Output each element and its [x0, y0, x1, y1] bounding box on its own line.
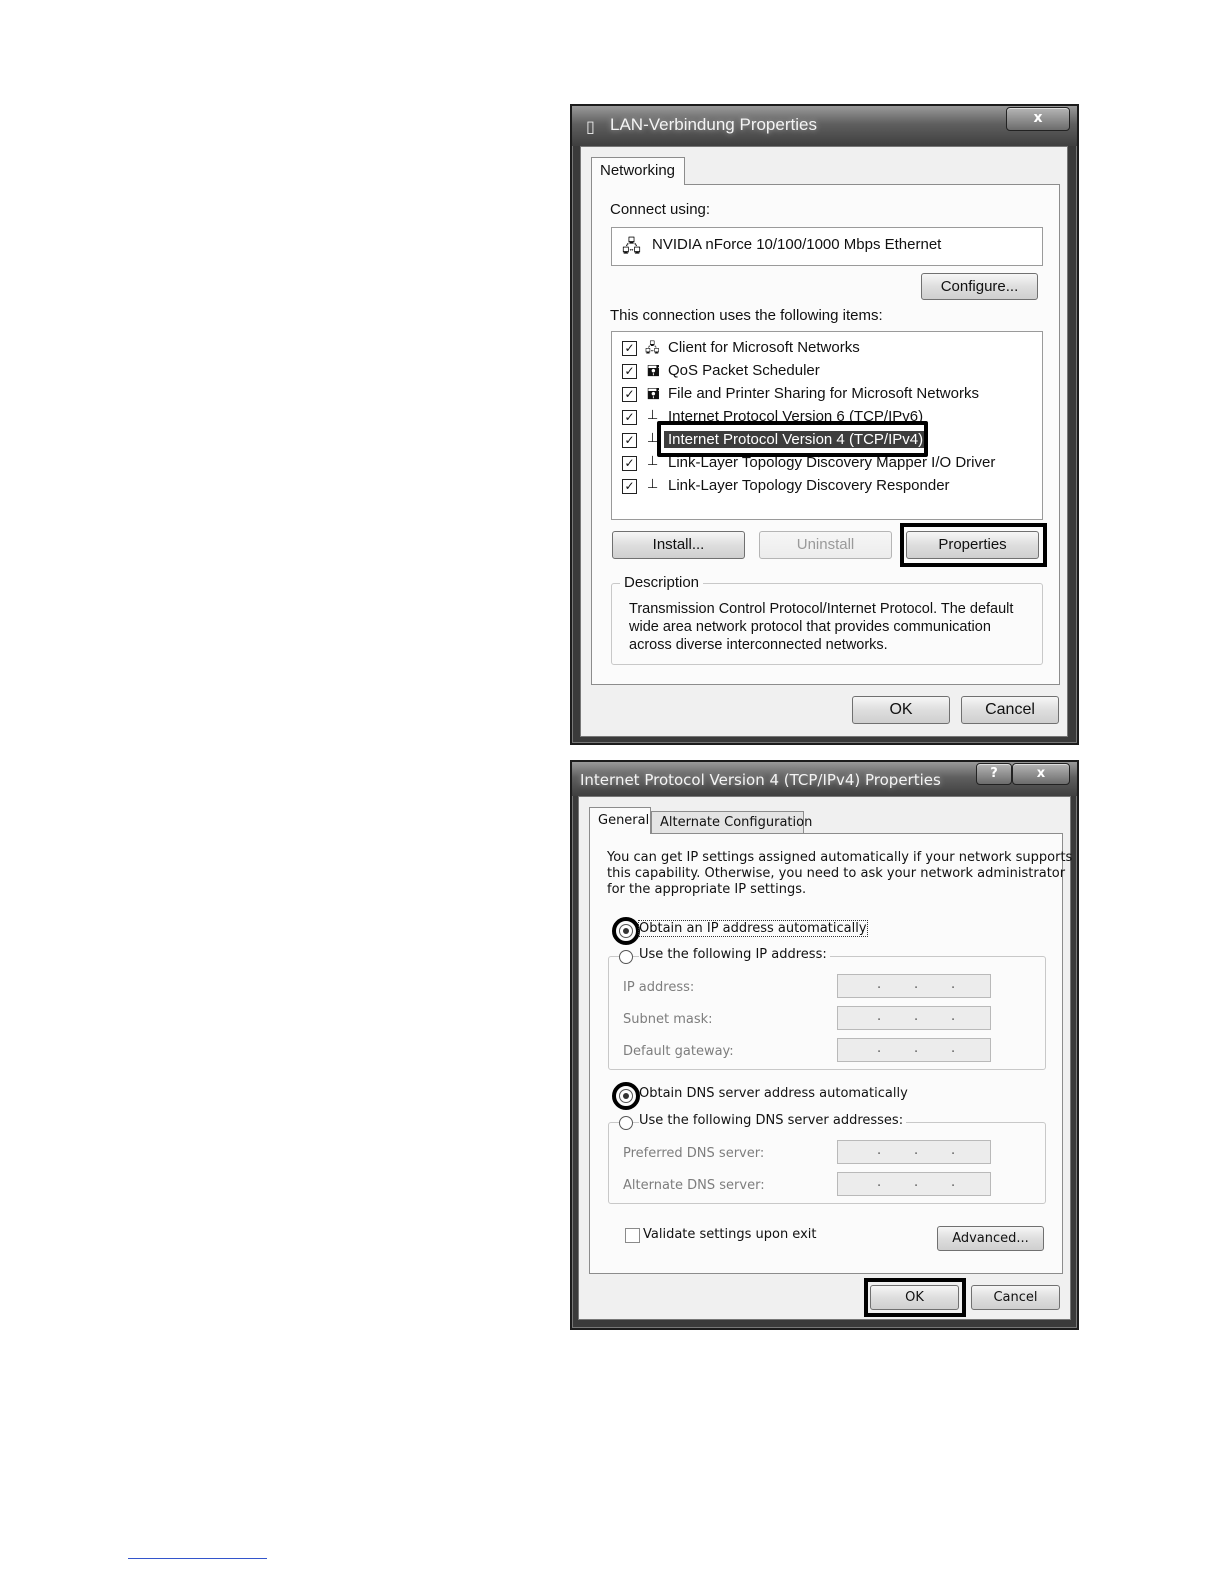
- items-label: This connection uses the following items:: [610, 307, 883, 324]
- description-group: [611, 574, 1043, 665]
- close-icon: x: [1033, 110, 1043, 126]
- obtain-ip-auto-label[interactable]: Obtain an IP address automatically: [639, 921, 867, 936]
- default-gateway-label: Default gateway:: [623, 1044, 734, 1059]
- ip-dot: .: [914, 1175, 919, 1190]
- ip-address-field: [837, 974, 991, 998]
- list-item[interactable]: [612, 384, 1042, 405]
- help-icon: ?: [990, 766, 998, 781]
- ipv4-highlight-frame: [657, 421, 928, 457]
- list-item[interactable]: [612, 361, 1042, 382]
- network-client-icon: 🖧: [645, 341, 660, 356]
- computer-icon: 🖬: [647, 362, 660, 380]
- ip-dot: .: [914, 1009, 919, 1024]
- intro-line: for the appropriate IP settings.: [607, 882, 807, 897]
- ipv4-properties-window: [570, 760, 1079, 1330]
- checkbox[interactable]: ✓: [622, 387, 637, 402]
- obtain-dns-auto-label[interactable]: Obtain DNS server address automatically: [639, 1086, 908, 1101]
- list-item-label: Internet Protocol Version 4 (TCP/IPv4): [664, 431, 927, 448]
- connect-using-label: Connect using:: [610, 201, 711, 218]
- tab-general[interactable]: General: [589, 807, 651, 834]
- ip-address-label: IP address:: [623, 980, 695, 995]
- checkbox[interactable]: ✓: [622, 410, 637, 425]
- alternate-dns-label: Alternate DNS server:: [623, 1178, 765, 1193]
- install-button[interactable]: [612, 531, 745, 559]
- advanced-button-label: Advanced...: [952, 1231, 1029, 1246]
- general-panel: [589, 833, 1073, 1274]
- uninstall-button[interactable]: [759, 531, 892, 559]
- list-item-label: File and Printer Sharing for Microsoft Networks: [668, 385, 979, 402]
- intro-line: this capability. Otherwise, you need to ask your network administrator: [607, 866, 1066, 881]
- dns-radio-highlight: [612, 1082, 640, 1110]
- lan-properties-window: [570, 104, 1079, 745]
- protocol-icon: ⊥: [647, 454, 659, 469]
- close-icon: x: [1036, 766, 1046, 781]
- ip-dot: .: [914, 1041, 919, 1056]
- ip-dot: .: [951, 977, 956, 992]
- validate-label[interactable]: Validate settings upon exit: [643, 1227, 817, 1242]
- properties-highlight-frame: [900, 523, 1047, 567]
- properties-button-label: Properties: [938, 536, 1007, 553]
- uninstall-button-label: Uninstall: [796, 536, 855, 553]
- ip-dot: .: [877, 1009, 882, 1024]
- adapter-name: NVIDIA nForce 10/100/1000 Mbps Ethernet: [652, 236, 942, 253]
- list-item-label: Link-Layer Topology Discovery Mapper I/O Driver: [668, 454, 996, 471]
- use-following-dns-label[interactable]: Use the following DNS server addresses:: [639, 1113, 906, 1128]
- ok-highlight-frame: [864, 1278, 966, 1317]
- network-adapter-icon: 🖧: [622, 237, 641, 257]
- window-title: LAN-Verbindung Properties: [610, 115, 817, 134]
- configure-button[interactable]: [921, 273, 1038, 300]
- advanced-button[interactable]: [937, 1226, 1044, 1251]
- list-item[interactable]: [612, 476, 1042, 497]
- dialog-client-area: [578, 796, 1071, 1320]
- install-button-label: Install...: [652, 536, 705, 553]
- adapter-field: [611, 227, 1043, 266]
- ip-dot: .: [877, 977, 882, 992]
- protocol-icon: ⊥: [647, 431, 659, 446]
- description-line: across diverse interconnected networks.: [629, 637, 888, 653]
- description-line: wide area network protocol that provides communication: [629, 619, 991, 635]
- cancel-button-label: Cancel: [985, 701, 1035, 718]
- networking-panel: [591, 184, 1060, 685]
- close-button[interactable]: [1006, 107, 1070, 131]
- ip-dot: .: [914, 1143, 919, 1158]
- close-button[interactable]: [1012, 763, 1070, 785]
- protocol-icon: ⊥: [647, 408, 659, 423]
- list-item-label: Client for Microsoft Networks: [668, 339, 860, 356]
- use-following-dns-radio[interactable]: [619, 1116, 633, 1130]
- computer-icon: 🖬: [647, 385, 660, 403]
- help-button[interactable]: [976, 763, 1012, 785]
- protocol-icon: ⊥: [647, 477, 659, 492]
- alternate-dns-field: [837, 1172, 991, 1196]
- tab-alternate-configuration[interactable]: Alternate Configuration: [651, 811, 804, 834]
- ip-dot: .: [877, 1041, 882, 1056]
- tab-networking[interactable]: Networking: [591, 157, 685, 185]
- subnet-mask-field: [837, 1006, 991, 1030]
- checkbox[interactable]: ✓: [622, 433, 637, 448]
- list-item-label: Link-Layer Topology Discovery Responder: [668, 477, 950, 494]
- list-item-label: Internet Protocol Version 6 (TCP/IPv6): [668, 408, 924, 425]
- components-list[interactable]: [611, 331, 1043, 520]
- checkbox[interactable]: ✓: [622, 341, 637, 356]
- use-following-ip-label[interactable]: Use the following IP address:: [639, 947, 830, 962]
- use-following-ip-radio[interactable]: [619, 950, 633, 964]
- cancel-button-label: Cancel: [993, 1290, 1038, 1305]
- description-legend: Description: [620, 574, 703, 591]
- ip-dot: .: [951, 1143, 956, 1158]
- dialog-client-area: [580, 146, 1068, 737]
- ok-button-label: OK: [905, 1290, 924, 1305]
- validate-checkbox[interactable]: [625, 1228, 640, 1243]
- window-title: Internet Protocol Version 4 (TCP/IPv4) Properties: [580, 771, 941, 789]
- cancel-button[interactable]: [961, 696, 1059, 724]
- ip-dot: .: [914, 977, 919, 992]
- title-bar[interactable]: [572, 106, 1077, 146]
- ip-dot: .: [877, 1143, 882, 1158]
- subnet-mask-label: Subnet mask:: [623, 1012, 713, 1027]
- ok-button[interactable]: [852, 696, 950, 724]
- intro-line: You can get IP settings assigned automatically if your network supports: [607, 850, 1073, 865]
- default-gateway-field: [837, 1038, 991, 1062]
- footnote-divider: [128, 1558, 267, 1559]
- title-bar[interactable]: [572, 762, 1077, 796]
- ip-dot: .: [951, 1175, 956, 1190]
- preferred-dns-field: [837, 1140, 991, 1164]
- ip-dot: .: [951, 1041, 956, 1056]
- ip-dot: .: [951, 1009, 956, 1024]
- configure-button-label: Configure...: [940, 278, 1019, 295]
- list-item[interactable]: [612, 338, 1042, 359]
- network-adapter-icon: ▯: [586, 117, 595, 136]
- checkbox[interactable]: ✓: [622, 364, 637, 379]
- cancel-button[interactable]: [971, 1285, 1060, 1310]
- description-line: Transmission Control Protocol/Internet Protocol. The default: [629, 601, 1014, 617]
- ip-radio-highlight: [612, 917, 640, 945]
- checkbox[interactable]: ✓: [622, 456, 637, 471]
- list-item-label: QoS Packet Scheduler: [668, 362, 820, 379]
- preferred-dns-label: Preferred DNS server:: [623, 1146, 765, 1161]
- ok-button-label: OK: [889, 701, 913, 718]
- checkbox[interactable]: ✓: [622, 479, 637, 494]
- ip-dot: .: [877, 1175, 882, 1190]
